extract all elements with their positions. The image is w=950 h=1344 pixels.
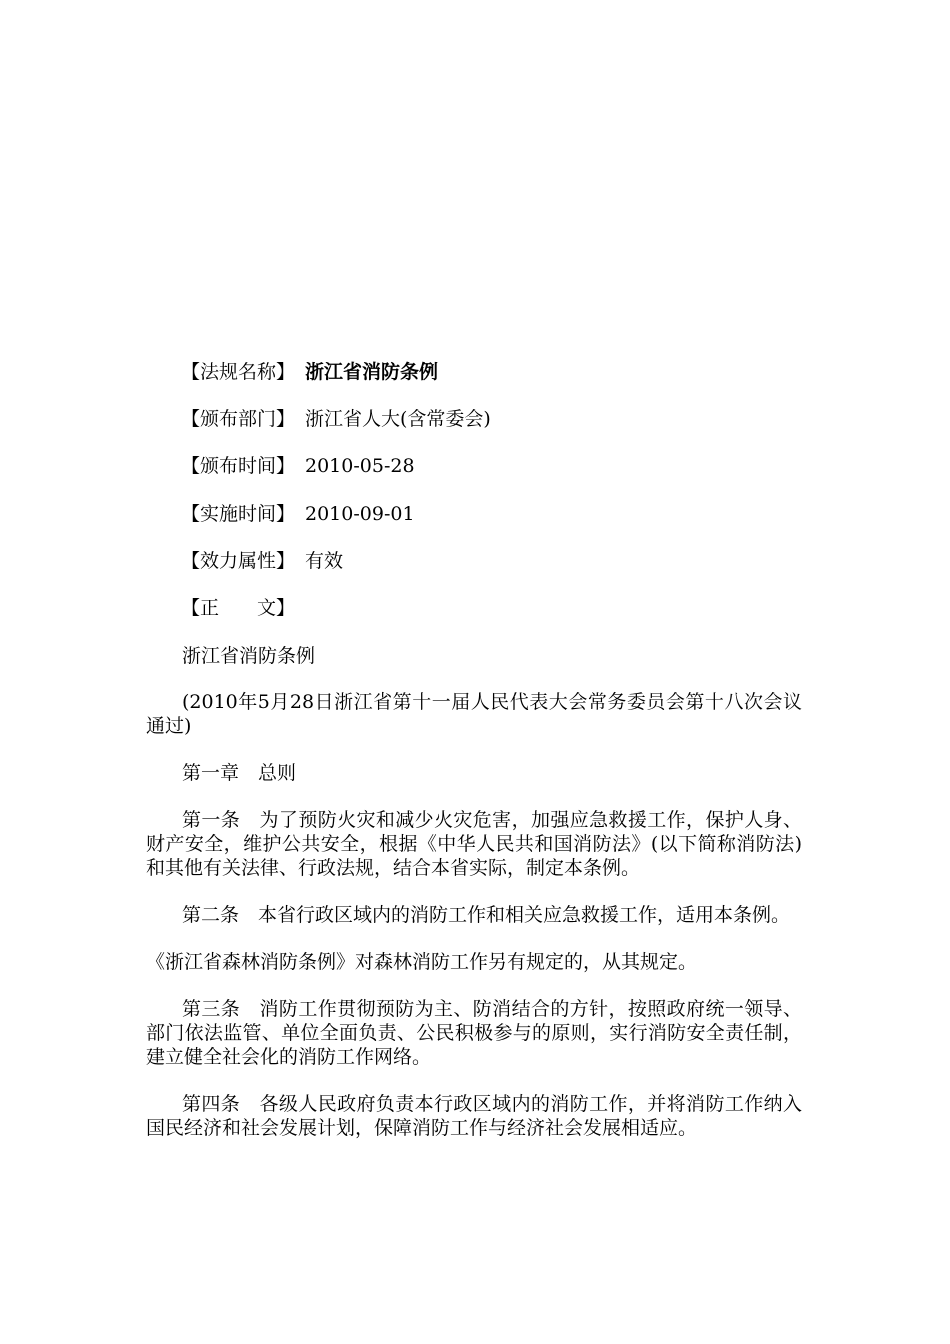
article-2-note: 《浙江省森林消防条例》对森林消防工作另有规定的，从其规定。 (146, 951, 698, 974)
meta-row-issued (146, 452, 802, 499)
dept-value: 浙江省人大(含常委会) (305, 408, 491, 431)
issued-value: 2010-05-28 (305, 455, 415, 478)
meta-row-status (146, 547, 802, 594)
chapter-heading: 第一章 总则 (182, 762, 297, 785)
status-value: 有效 (305, 549, 344, 572)
dept-label: 【颁布部门】 (181, 408, 296, 431)
meta-row-dept (146, 405, 802, 452)
name-value: 浙江省消防条例 (305, 361, 439, 383)
issued-label: 【颁布时间】 (181, 455, 296, 478)
document-body (146, 358, 802, 1140)
effective-value: 2010-09-01 (305, 502, 415, 525)
effective-label: 【实施时间】 (181, 502, 296, 525)
adoption-note: (2010年5月28日浙江省第十一届人民代表大会常务委员会第十八次会议通过) (146, 691, 802, 738)
document-title: 浙江省消防条例 (182, 645, 316, 668)
article-2: 第二条 本省行政区域内的消防工作和相关应急救援工作，适用本条例。 (182, 904, 791, 927)
article-4: 第四条 各级人民政府负责本行政区域内的消防工作，并将消防工作纳入国民经济和社会发展计划，保障消防工作与经济社会发展相适应。 (146, 1093, 802, 1140)
meta-row-text (146, 594, 802, 641)
article-3: 第三条 消防工作贯彻预防为主、防消结合的方针，按照政府统一领导、部门依法监管、单位全面负责、公民积极参与的原则，实行消防安全责任制，建立健全社会化的消防工作网络。 (146, 998, 802, 1069)
meta-row-effective (146, 500, 802, 547)
meta-row-name (146, 358, 802, 405)
text-label: 【正 文】 (181, 596, 296, 619)
name-label: 【法规名称】 (181, 361, 296, 383)
article-1: 第一条 为了预防火灾和减少火灾危害，加强应急救援工作，保护人身、财产安全，维护公共安全，根据《中华人民共和国消防法》(以下简称消防法)和其他有关法律、行政法规，结合本省实际，制定本条例。 (146, 809, 802, 880)
status-label: 【效力属性】 (181, 549, 296, 572)
